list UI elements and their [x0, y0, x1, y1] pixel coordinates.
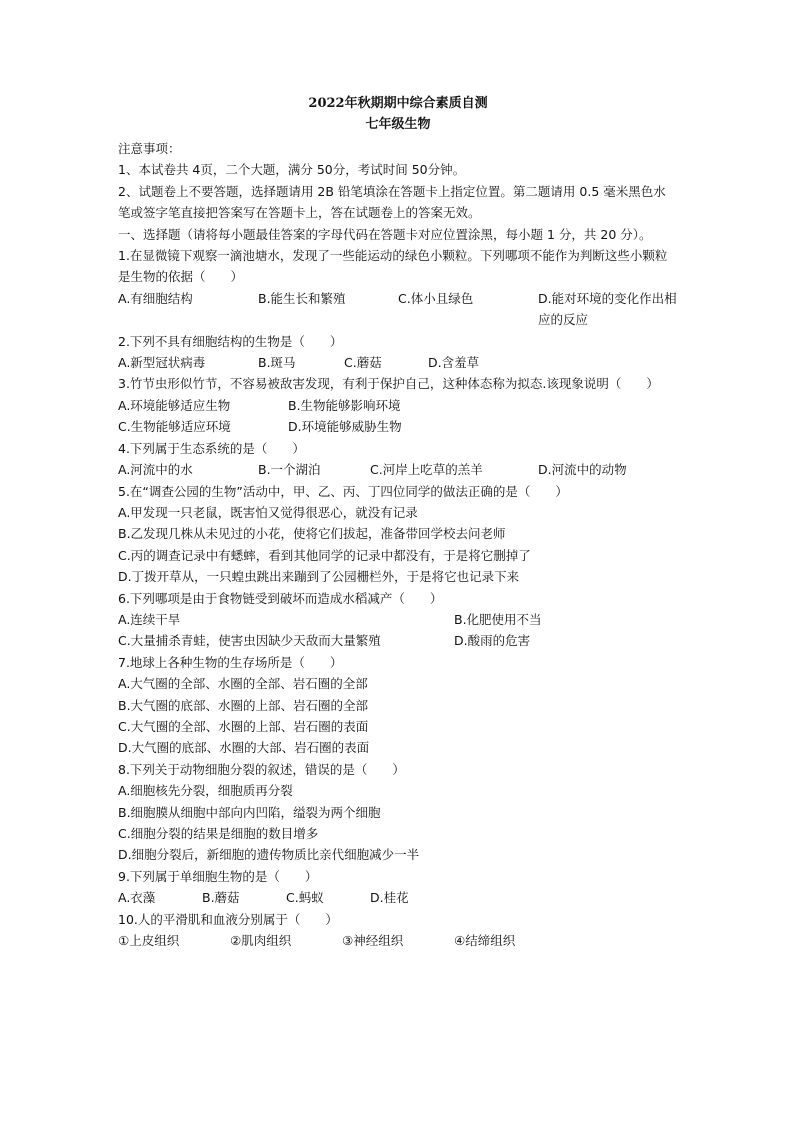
question-8 [118, 759, 678, 866]
question-options [118, 459, 678, 480]
question-7 [118, 652, 678, 759]
option-d: D.大气圈的底部、水圈的大部、岩石圈的表面 [118, 740, 370, 756]
option-d: D.环境能够威胁生物 [288, 419, 402, 435]
section-heading: 一、选择题（请将每小题最佳答案的字母代码在答题卡对应位置涂黑，每小题 1 分，共 20 分）。 [118, 226, 652, 242]
option-4: ④结缔组织 [454, 933, 516, 949]
option-b: B.生物能够影响环境 [288, 397, 401, 413]
question-stem: 2.下列不具有细胞结构的生物是（ ） [118, 333, 343, 349]
question-stem: 8.下列关于动物细胞分裂的叙述，错误的是（ ） [118, 761, 405, 777]
option-b: B.一个湖泊 [258, 462, 321, 478]
question-stem: 9.下列属于单细胞生物的是（ ） [118, 868, 318, 884]
question-options [118, 395, 678, 416]
option-1: ①上皮组织 [118, 933, 180, 949]
question-5 [118, 481, 678, 588]
option-a: A.衣藻 [118, 890, 156, 906]
option-c: C.河岸上吃草的羔羊 [370, 462, 483, 478]
question-options [118, 609, 678, 630]
notes-heading: 注意事项： [118, 141, 181, 156]
option-b: B.大气圈的底部、水圈的上部、岩石圈的全部 [118, 697, 369, 713]
option-a: A.有细胞结构 [118, 290, 193, 306]
option-a: A.新型冠状病毒 [118, 355, 206, 371]
question-stem: 5.在“调查公园的生物”活动中，甲、乙、丙、丁四位同学的做法正确的是（ ） [118, 483, 568, 499]
exam-page [118, 94, 678, 951]
question-9 [118, 866, 678, 909]
option-c: C.生物能够适应环境 [118, 419, 231, 435]
question-options [118, 416, 678, 437]
question-2 [118, 331, 678, 374]
question-options [118, 630, 678, 651]
option-d: D.含羞草 [428, 355, 480, 371]
option-d: D.河流中的动物 [538, 462, 627, 478]
question-options [118, 930, 678, 951]
option-a: A.连续干旱 [118, 611, 181, 627]
question-1 [118, 245, 678, 331]
notes-item-2: 2、试题卷上不要答题，选择题请用 2B 铅笔填涂在答题卡上指定位置。第二题请用 0.5 毫米黑色水笔或签字笔直接把答案写在答题卡上，答在试题卷上的答案无效。 [118, 183, 666, 221]
notes-item-1: 1、本试卷共 4页，二个大题，满分 50分，考试时间 50分钟。 [118, 162, 466, 178]
option-d: D.细胞分裂后，新细胞的遗传物质比亲代细胞减少一半 [118, 847, 420, 863]
question-stem: 10.人的平滑肌和血液分别属于（ ） [118, 911, 338, 927]
option-b: B.蘑菇 [202, 890, 240, 906]
option-c: C.蘑菇 [344, 355, 382, 371]
option-d: D.丁拨开草从，一只蝗虫跳出来蹦到了公园栅栏外，于是将它也记录下来 [118, 569, 520, 585]
option-a: A.环境能够适应生物 [118, 397, 231, 413]
question-stem: 1.在显微镜下观察一滴池塘水，发现了一些能运动的绿色小颗粒。下列哪项不能作为判断这些小颗粒是生物的依据（ ） [118, 248, 668, 285]
option-2: ②肌肉组织 [230, 933, 292, 949]
option-c: C.体小且绿色 [398, 290, 474, 306]
question-options [118, 887, 678, 908]
question-stem: 7.地球上各种生物的生存场所是（ ） [118, 654, 343, 670]
question-stem: 6.下列哪项是由于食物链受到破坏而造成水稻减产（ ） [118, 590, 443, 606]
exam-title: 2022年秋期期中综合素质自测 [308, 96, 488, 111]
option-d: D.酸雨的危害 [454, 633, 531, 649]
option-b: B.能生长和繁殖 [258, 290, 346, 306]
option-d: D.能对环境的变化作出相应的反应 [538, 290, 677, 328]
option-c: C.大量捕杀青蛙，使害虫因缺少天敌而大量繁殖 [118, 633, 381, 649]
option-b: B.细胞膜从细胞中部向内凹陷，缢裂为两个细胞 [118, 804, 381, 820]
option-c: C.细胞分裂的结果是细胞的数目增多 [118, 826, 319, 841]
option-3: ③神经组织 [342, 933, 404, 949]
question-3 [118, 373, 678, 437]
question-6 [118, 588, 678, 652]
exam-subtitle: 七年级生物 [365, 117, 431, 132]
option-a: A.甲发现一只老鼠，既害怕又觉得很恶心，就没有记录 [118, 504, 418, 520]
question-10 [118, 909, 678, 952]
option-c: C.蚂蚁 [286, 890, 324, 906]
question-options [118, 352, 678, 373]
question-stem: 3.竹节虫形似竹节，不容易被敌害发现，有利于保护自己，这种体态称为拟态.该现象说明（ ） [118, 376, 659, 392]
option-a: A.大气圈的全部、水圈的全部、岩石圈的全部 [118, 676, 368, 692]
option-a: A.河流中的水 [118, 462, 193, 478]
option-d: D.桂花 [370, 890, 409, 906]
option-a: A.细胞核先分裂，细胞质再分裂 [118, 783, 293, 799]
question-stem: 4.下列属于生态系统的是（ ） [118, 440, 305, 456]
question-4 [118, 438, 678, 481]
option-c: C.丙的调查记录中有蟋蟀，看到其他同学的记录中都没有，于是将它删掉了 [118, 547, 531, 563]
option-b: B.化肥使用不当 [454, 611, 542, 627]
option-c: C.大气圈的全部、水圈的上部、岩石圈的表面 [118, 718, 369, 734]
option-b: B.乙发现几株从未见过的小花，使将它们拔起，准备带回学校去问老师 [118, 526, 506, 542]
question-options [118, 288, 678, 331]
option-b: B.斑马 [258, 355, 296, 371]
